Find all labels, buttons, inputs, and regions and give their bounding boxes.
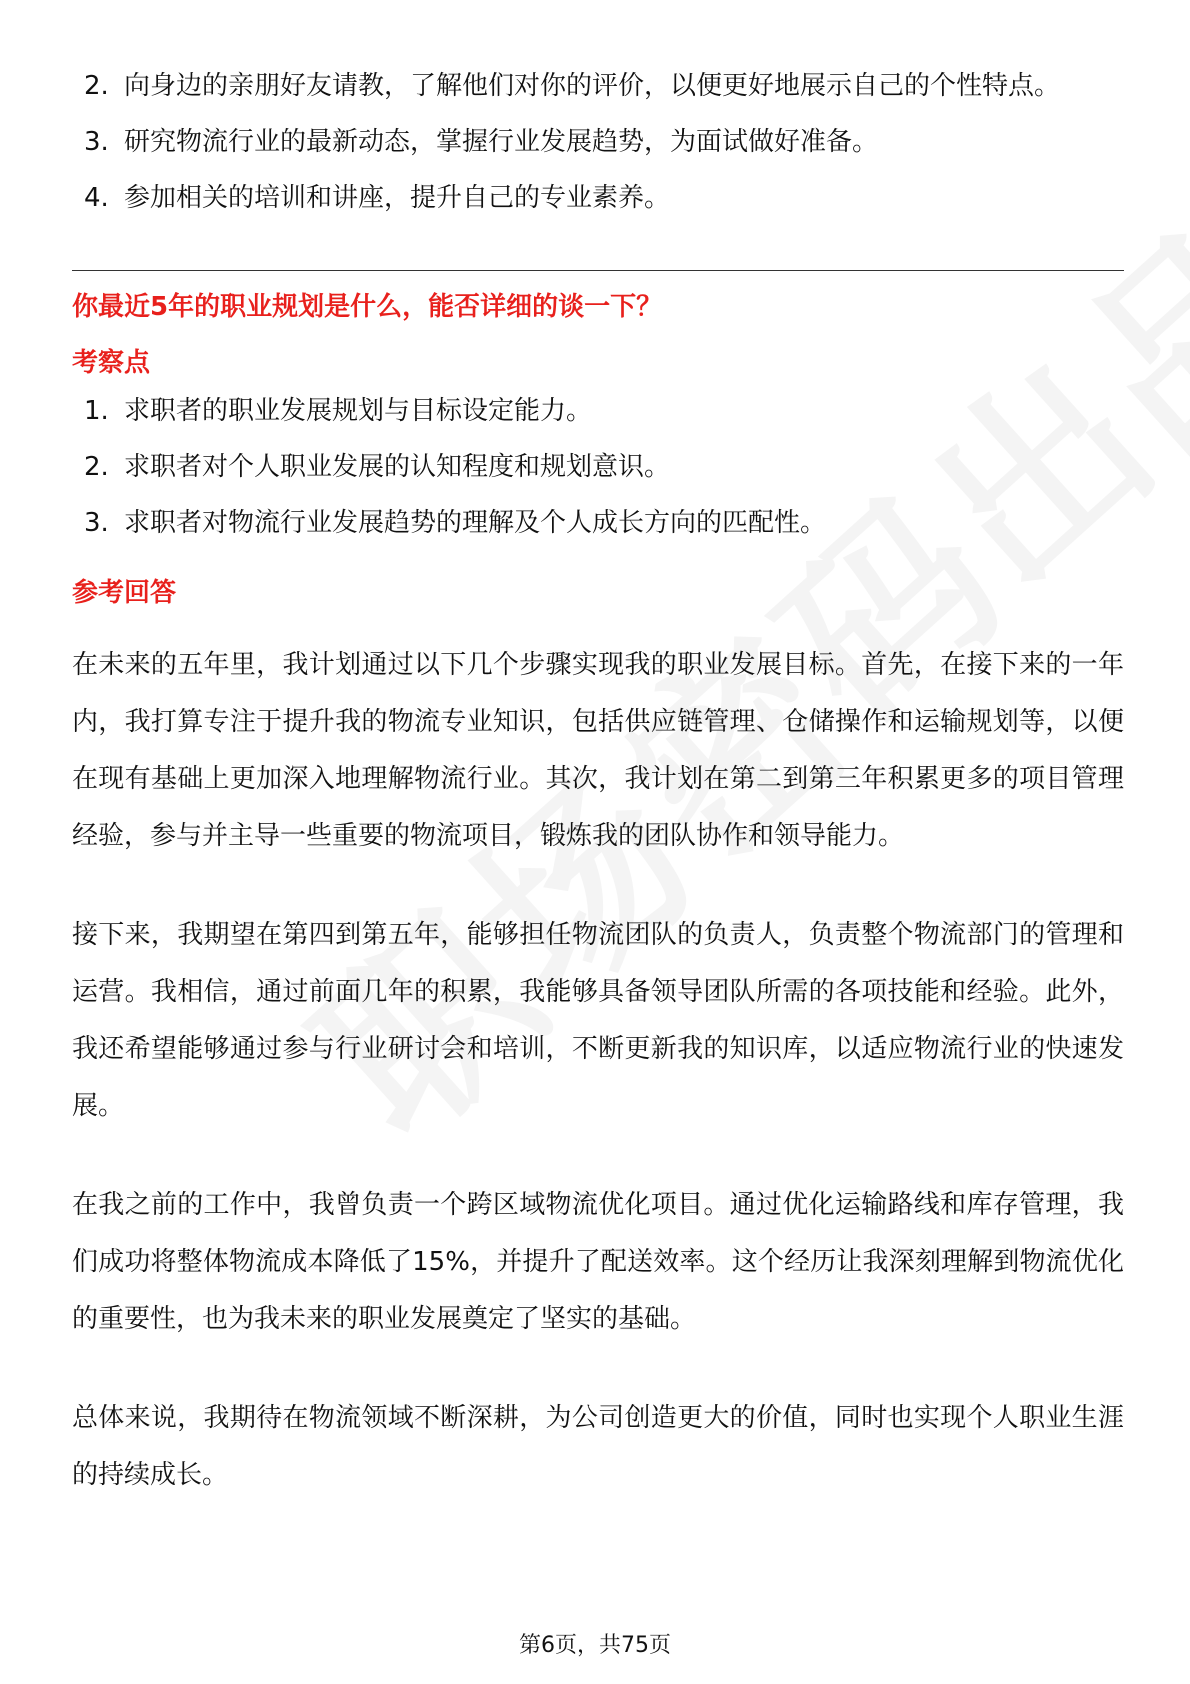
answer-paragraph: 在我之前的工作中，我曾负责一个跨区域物流优化项目。通过优化运输路线和库存管理，我们成功将整体物流成本降低了15%，并提升了配送效率。这个经历让我深刻理解到物流优化的重要性，也为我未来的职业发展奠定了坚实的基础。 <box>72 1190 1124 1334</box>
list-item <box>72 58 1124 114</box>
list-text: 研究物流行业的最新动态，掌握行业发展趋势，为面试做好准备。 <box>124 127 879 157</box>
page-content <box>72 58 1124 1504</box>
list-item <box>72 383 1124 439</box>
answer-paragraph: 接下来，我期望在第四到第五年，能够担任物流团队的负责人，负责整个物流部门的管理和运营。我相信，通过前面几年的积累，我能够具备领导团队所需的各项技能和经验。此外，我还希望能够通过参与行业研讨会和培训，不断更新我的知识库，以适应物流行业的快速发展。 <box>72 920 1124 1121</box>
answer-heading: 参考回答 <box>72 578 177 608</box>
list-item <box>72 114 1124 170</box>
kaochadian-heading: 考察点 <box>72 348 151 378</box>
list-item <box>72 170 1124 226</box>
list-number: 1. <box>84 396 109 426</box>
page-footer: 第6页，共75页 <box>519 1633 671 1658</box>
section-divider <box>72 270 1124 271</box>
answer-paragraph: 总体来说，我期待在物流领域不断深耕，为公司创造更大的价值，同时也实现个人职业生涯的持续成长。 <box>72 1403 1124 1490</box>
question-heading: 你最近5年的职业规划是什么，能否详细的谈一下？ <box>72 292 663 322</box>
list-number: 4. <box>84 183 109 213</box>
continued-list <box>72 58 1124 226</box>
list-text: 求职者对物流行业发展趋势的理解及个人成长方向的匹配性。 <box>124 508 827 538</box>
list-text: 求职者对个人职业发展的认知程度和规划意识。 <box>124 452 671 482</box>
list-number: 2. <box>84 71 109 101</box>
kaochadian-list <box>72 383 1124 551</box>
list-number: 3. <box>84 127 109 157</box>
list-item <box>72 439 1124 495</box>
list-text: 向身边的亲朋好友请教，了解他们对你的评价，以便更好地展示自己的个性特点。 <box>124 71 1061 101</box>
list-text: 参加相关的培训和讲座，提升自己的专业素养。 <box>124 183 671 213</box>
list-number: 2. <box>84 452 109 482</box>
answer-paragraph: 在未来的五年里，我计划通过以下几个步骤实现我的职业发展目标。首先，在接下来的一年内，我打算专注于提升我的物流专业知识，包括供应链管理、仓储操作和运输规划等，以便在现有基础上更加深入地理解物流行业。其次，我计划在第二到第三年积累更多的项目管理经验，参与并主导一些重要的物流项目，锻炼我的团队协作和领导能力。 <box>72 650 1124 851</box>
list-item <box>72 495 1124 551</box>
list-text: 求职者的职业发展规划与目标设定能力。 <box>124 396 593 426</box>
answer-body <box>72 637 1124 1504</box>
list-number: 3. <box>84 508 109 538</box>
